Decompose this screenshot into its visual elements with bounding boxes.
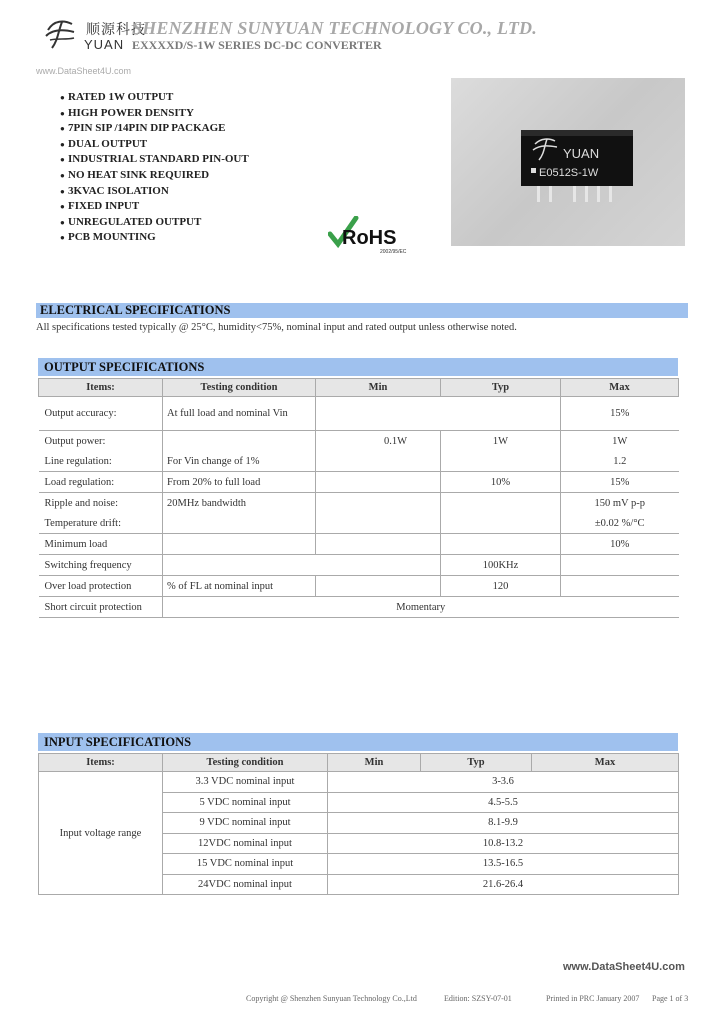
max-cell: 15% [561, 397, 679, 431]
feature-item: ● DUAL OUTPUT [60, 137, 249, 153]
col-header: Items: [39, 754, 163, 772]
feature-item: ● INDUSTRIAL STANDARD PIN-OUT [60, 152, 249, 168]
max-cell: 15% [561, 472, 679, 493]
table-row [39, 397, 679, 431]
feature-item: ● NO HEAT SINK REQUIRED [60, 168, 249, 184]
cond-cell: 24VDC nominal input [163, 874, 328, 895]
typ-cell [441, 513, 561, 534]
min-typ-cell [316, 397, 561, 431]
item-cell: Line regulation: [39, 451, 163, 472]
cond-cell: At full load and nominal Vin [163, 397, 316, 431]
footer-copyright: Copyright @ Shenzhen Sunyuan Technology Co.,Ltd [246, 994, 417, 1003]
item-cell: Output power: [39, 431, 163, 452]
series-title: EXXXXD/S-1W SERIES DC-DC CONVERTER [132, 38, 382, 52]
logo-text: YUAN [84, 37, 125, 52]
converter-module-image [451, 78, 685, 246]
cond-cell: 3.3 VDC nominal input [163, 772, 328, 793]
footer-watermark-link[interactable]: www.DataSheet4U.com [563, 961, 685, 973]
table-row [39, 451, 679, 472]
electrical-note: All specifications tested typically @ 25°C, humidity<75%, nominal input and rated output unless otherwise noted. [36, 322, 517, 333]
min-cell [316, 534, 441, 555]
table-row [39, 493, 679, 514]
cond-cell: From 20% to full load [163, 472, 316, 493]
min-cell [316, 472, 441, 493]
output-spec-header: OUTPUT SPECIFICATIONS [38, 358, 678, 376]
input-spec-header: INPUT SPECIFICATIONS [38, 733, 678, 751]
table-row [39, 772, 679, 793]
max-cell: 150 mV p-p [561, 493, 679, 514]
item-cell: Input voltage range [39, 772, 163, 895]
col-header: Max [561, 379, 679, 397]
col-header: Max [532, 754, 679, 772]
cond-cell: 15 VDC nominal input [163, 854, 328, 875]
table-row [39, 576, 679, 597]
cond-cell: 12VDC nominal input [163, 833, 328, 854]
cond-cell [163, 513, 316, 534]
feature-item: ● HIGH POWER DENSITY [60, 106, 249, 122]
bullet-icon: ● [60, 217, 65, 227]
min-cell [316, 513, 441, 534]
output-spec-table [38, 378, 679, 618]
item-cell: Output accuracy: [39, 397, 163, 431]
cond-cell [163, 534, 316, 555]
value-cell: Momentary [163, 597, 679, 618]
typ-cell: 100KHz [441, 555, 561, 576]
feature-item: ● PCB MOUNTING [60, 230, 249, 246]
rohs-logo [328, 216, 418, 256]
watermark-link[interactable]: www.DataSheet4U.com [36, 66, 132, 76]
logo-icon [44, 18, 78, 50]
cond-cell: 20MHz bandwidth [163, 493, 316, 514]
max-cell: ±0.02 %/°C [561, 513, 679, 534]
bullet-icon: ● [60, 170, 65, 180]
typ-cell [441, 493, 561, 514]
bullet-icon: ● [60, 93, 65, 102]
item-cell: Ripple and noise: [39, 493, 163, 514]
max-cell: 1W [561, 431, 679, 452]
cond-cell [163, 555, 441, 576]
typ-cell: 120 [441, 576, 561, 597]
table-row [39, 555, 679, 576]
bullet-icon: ● [60, 202, 65, 212]
item-cell: Load regulation: [39, 472, 163, 493]
footer-page: Page 1 of 3 [652, 994, 689, 1003]
range-cell: 13.5-16.5 [328, 854, 679, 875]
bullet-icon: ● [60, 139, 65, 149]
bullet-icon: ● [60, 186, 65, 196]
max-cell: 1.2 [561, 451, 679, 472]
bullet-icon: ● [60, 233, 65, 243]
max-cell: 10% [561, 534, 679, 555]
rohs-sub: 2002/95/EC [380, 249, 407, 255]
product-photo [451, 78, 685, 246]
cond-cell: For Vin change of 1% [163, 451, 316, 472]
logo-chinese-text: 顺源科技 [86, 22, 146, 38]
photo-part-text: E0512S-1W [539, 167, 599, 179]
col-header: Min [328, 754, 421, 772]
input-spec-table [38, 753, 679, 895]
col-header: Items: [39, 379, 163, 397]
table-row [39, 534, 679, 555]
item-cell: Switching frequency [39, 555, 163, 576]
col-header: Typ [441, 379, 561, 397]
col-header: Testing condition [163, 379, 316, 397]
col-header: Typ [421, 754, 532, 772]
min-cell: 0.1W [316, 431, 441, 452]
table-row [39, 597, 679, 618]
max-cell [561, 576, 679, 597]
col-header: Testing condition [163, 754, 328, 772]
feature-item: ● 3KVAC ISOLATION [60, 184, 249, 200]
range-cell: 4.5-5.5 [328, 792, 679, 813]
item-cell: Short circuit protection [39, 597, 163, 618]
range-cell: 21.6-26.4 [328, 874, 679, 895]
electrical-spec-header: ELECTRICAL SPECIFICATIONS [36, 303, 688, 318]
range-cell: 10.8-13.2 [328, 833, 679, 854]
item-cell: Minimum load [39, 534, 163, 555]
range-cell: 8.1-9.9 [328, 813, 679, 834]
bullet-icon: ● [60, 124, 65, 134]
table-row [39, 472, 679, 493]
bullet-icon: ● [60, 155, 65, 165]
min-cell [316, 493, 441, 514]
typ-cell [441, 534, 561, 555]
item-cell: Over load protection [39, 576, 163, 597]
table-header-row [39, 754, 679, 772]
typ-cell [441, 451, 561, 472]
footer-edition: Edition: SZSY-07-01 [444, 994, 512, 1003]
photo-brand-text: YUAN [563, 146, 600, 161]
table-row [39, 513, 679, 534]
feature-item: ● UNREGULATED OUTPUT [60, 215, 249, 231]
col-header: Min [316, 379, 441, 397]
range-cell: 3-3.6 [328, 772, 679, 793]
table-header-row [39, 379, 679, 397]
typ-cell: 10% [441, 472, 561, 493]
cond-cell: % of FL at nominal input [163, 576, 316, 597]
bullet-icon: ● [60, 108, 65, 118]
feature-item: ● RATED 1W OUTPUT [60, 90, 249, 106]
rohs-label: RoHS [342, 227, 397, 249]
max-cell [561, 555, 679, 576]
typ-cell: 1W [441, 431, 561, 452]
company-name: SHENZHEN SUNYUAN TECHNOLOGY CO., LTD. [132, 18, 537, 38]
min-cell [316, 451, 441, 472]
cond-cell: 5 VDC nominal input [163, 792, 328, 813]
table-row [39, 431, 679, 452]
cond-cell: 9 VDC nominal input [163, 813, 328, 834]
feature-item: ● 7PIN SIP /14PIN DIP PACKAGE [60, 121, 249, 137]
feature-item: ● FIXED INPUT [60, 199, 249, 215]
feature-list [60, 90, 249, 246]
min-cell [316, 576, 441, 597]
footer-printed: Printed in PRC January 2007 [546, 994, 640, 1003]
cond-cell [163, 431, 316, 452]
item-cell: Temperature drift: [39, 513, 163, 534]
